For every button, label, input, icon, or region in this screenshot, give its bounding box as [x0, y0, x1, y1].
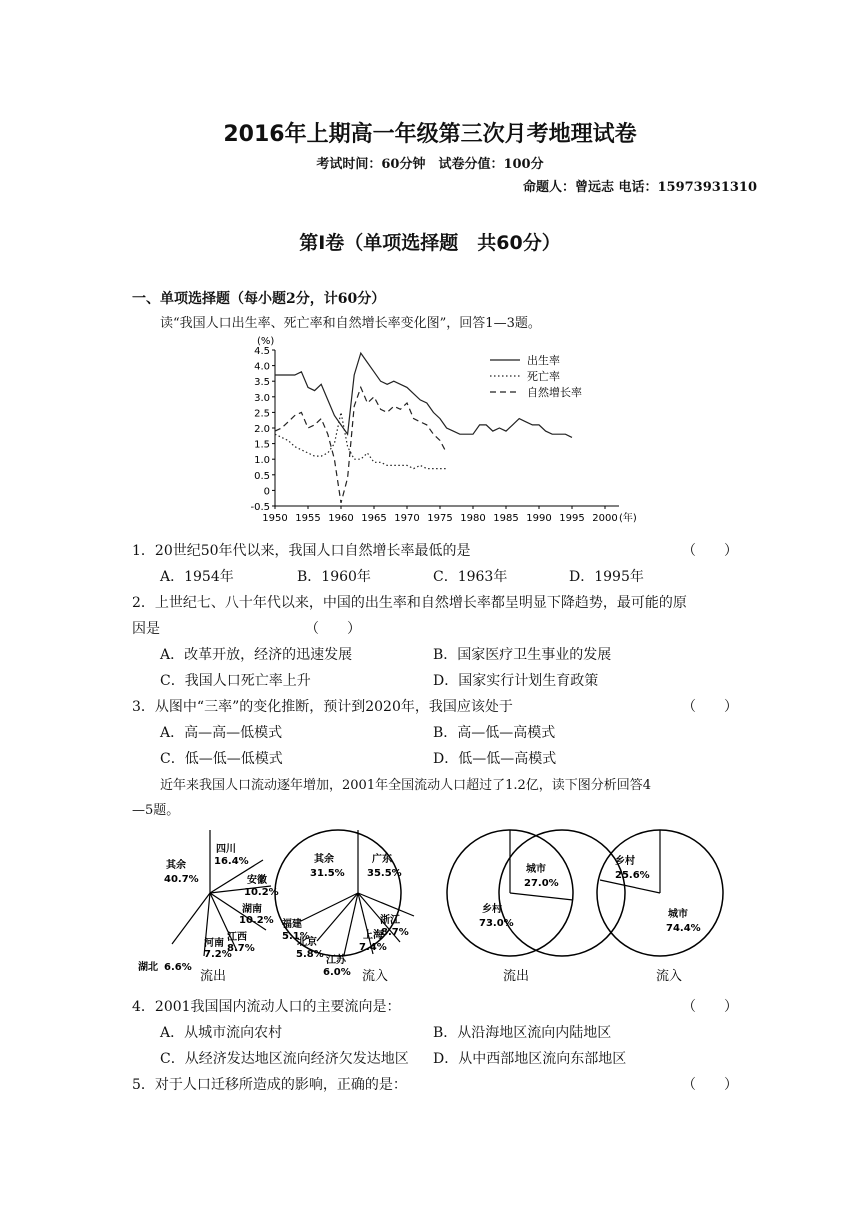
y-tick-label: 3.5 [254, 377, 270, 389]
q2-stem: 2．上世纪七、八十年代以来，中国的出生率和自然增长率都呈明显下降趋势，最可能的原 [132, 595, 687, 611]
pie1-label-henan: 河南 [204, 938, 224, 949]
q2-answer-blank[interactable]: （ ） [305, 621, 361, 637]
pie2-value-guangdong: 35.5% [367, 868, 402, 879]
pie2-value-shanghai: 7.4% [359, 942, 387, 953]
pie1-value-hunan: 10.2% [239, 915, 274, 926]
pie1-label-hubei: 湖北 [138, 962, 158, 973]
y-axis-unit: (%) [257, 336, 275, 347]
legend-label-death: 死亡率 [527, 370, 560, 383]
volume-title: 第Ⅰ卷（单项选择题 共60分） [299, 232, 561, 254]
q2-option-d[interactable]: D．国家实行计划生育政策 [433, 673, 599, 689]
legend-label-birth: 出生率 [527, 354, 560, 367]
q3-stem: 3．从图中“三率”的变化推断，预计到2020年，我国应该处于 [132, 699, 513, 715]
pie4-label-city: 城市 [668, 909, 688, 920]
pie1-caption: 流出 [200, 969, 227, 984]
section-intro: 读“我国人口出生率、死亡率和自然增长率变化图”，回答1—3题。 [160, 316, 541, 331]
x-tick-label: 1985 [493, 513, 519, 524]
pie3-label-city: 城市 [526, 864, 546, 875]
pie1-label-other: 其余 [166, 860, 186, 871]
pie1-label-jiangxi: 江西 [227, 932, 247, 943]
q3-option-c[interactable]: C．低—低—低模式 [160, 751, 283, 767]
x-tick-label: 1960 [328, 513, 354, 524]
pie2-value-fujian: 5.1% [282, 931, 310, 942]
y-tick-label: 1.0 [254, 455, 270, 467]
pie2-caption: 流入 [362, 969, 389, 984]
pie1-value-henan: 7.2% [204, 949, 232, 960]
pie4-label-village: 乡村 [615, 856, 635, 867]
exam-meta: 考试时间：60分钟 试卷分值：100分 [316, 157, 544, 172]
pie1-label-hunan: 湖南 [242, 904, 262, 915]
q3-answer-blank[interactable]: （ ） [682, 699, 738, 715]
pie2-label-zhejiang: 浙江 [380, 915, 400, 926]
q45-intro: 近年来我国人口流动逐年增加，2001年全国流动人口超过了1.2亿，读下图分析回答4 [160, 778, 652, 793]
y-tick-label: 2.5 [254, 408, 270, 420]
pie-inflow-provinces [301, 830, 625, 956]
pie2-value-zhejiang: 8.7% [381, 927, 409, 938]
y-tick-label: -0.5 [250, 502, 270, 513]
q4-option-a[interactable]: A．从城市流向农村 [160, 1025, 283, 1041]
chart-legend [490, 353, 582, 399]
x-tick-label: 1995 [559, 513, 585, 524]
pie1-label-sichuan: 四川 [216, 844, 236, 855]
pie-outflow-urban-rural [447, 830, 573, 956]
chart-axes [250, 336, 636, 524]
y-tick-label: 0.5 [254, 470, 270, 482]
series-line-1 [275, 412, 447, 468]
q1-option-d[interactable]: D．1995年 [569, 569, 644, 585]
q4-option-d[interactable]: D．从中西部地区流向东部地区 [433, 1051, 627, 1067]
pie1-label-anhui: 安徽 [247, 875, 267, 886]
q3-option-b[interactable]: B．高—低—高模式 [433, 725, 556, 741]
pie1-value-jiangxi: 8.7% [227, 943, 255, 954]
q1-answer-blank[interactable]: （ ） [682, 543, 738, 559]
q5-answer-blank[interactable]: （ ） [682, 1077, 738, 1093]
pie3-caption: 流出 [503, 969, 530, 984]
pie2-value-beijing: 5.8% [296, 949, 324, 960]
pie2-value-other: 31.5% [310, 868, 345, 879]
q3-option-d[interactable]: D．低—低—高模式 [433, 751, 557, 767]
y-tick-label: 4.5 [254, 346, 270, 357]
y-tick-label: 3.0 [254, 392, 270, 404]
x-tick-label: 1990 [526, 513, 552, 524]
x-tick-label: 1955 [295, 513, 321, 524]
pie2-label-shanghai: 上海 [363, 930, 383, 941]
q45-intro-cont: —5题。 [132, 803, 180, 818]
series-line-2 [275, 387, 447, 503]
pie2-label-guangdong: 广东 [372, 854, 392, 865]
q4-answer-blank[interactable]: （ ） [682, 999, 738, 1015]
q1-option-c[interactable]: C．1963年 [433, 569, 508, 585]
pie2-label-beijing: 北京 [297, 937, 317, 948]
q2-option-b[interactable]: B．国家医疗卫生事业的发展 [433, 647, 612, 663]
q3-option-a[interactable]: A．高—高—低模式 [160, 725, 283, 741]
pie4-value-village: 25.6% [615, 870, 650, 881]
y-tick-label: 2.0 [254, 424, 270, 435]
y-tick-label: 4.0 [254, 361, 270, 373]
x-tick-label: 1950 [262, 513, 288, 524]
x-tick-label: 2000 [592, 513, 618, 524]
pie2-label-jiangsu: 江苏 [326, 955, 346, 966]
exam-author: 命题人：曾远志 电话：15973931310 [522, 180, 757, 195]
x-tick-label: 1965 [361, 513, 387, 524]
x-tick-label: 1980 [460, 513, 486, 524]
q1-option-b[interactable]: B．1960年 [297, 569, 371, 585]
pie2-label-fujian: 福建 [282, 919, 302, 930]
x-tick-label: 1975 [427, 513, 453, 524]
pie4-value-city: 74.4% [666, 923, 701, 934]
pie1-value-other: 40.7% [164, 874, 199, 885]
q2-stem-cont: 因是 [132, 621, 160, 637]
q5-stem: 5．对于人口迁移所造成的影响，正确的是： [132, 1077, 407, 1093]
pie3-value-city: 27.0% [524, 878, 559, 889]
pie2-label-other: 其余 [314, 854, 334, 865]
population-rate-chart [225, 332, 655, 532]
q4-option-c[interactable]: C．从经济发达地区流向经济欠发达地区 [160, 1051, 409, 1067]
q4-option-b[interactable]: B．从沿海地区流向内陆地区 [433, 1025, 612, 1041]
pie1-value-sichuan: 16.4% [214, 856, 249, 867]
pie1-value-anhui: 10.2% [244, 887, 279, 898]
x-tick-label: 1970 [394, 513, 420, 524]
pie3-value-village: 73.0% [479, 918, 514, 929]
pie1-value-hubei: 6.6% [164, 962, 192, 973]
migration-pie-charts [130, 820, 740, 990]
q1-stem: 1．20世纪50年代以来，我国人口自然增长率最低的是 [132, 543, 471, 559]
q2-option-c[interactable]: C．我国人口死亡率上升 [160, 673, 311, 689]
y-tick-label: 1.5 [254, 439, 270, 451]
section-heading: 一、单项选择题（每小题2分，计60分） [132, 291, 386, 307]
q1-option-a[interactable]: A．1954年 [160, 569, 234, 585]
exam-title: 2016年上期高一年级第三次月考地理试卷 [223, 122, 637, 147]
q4-stem: 4．2001我国国内流动人口的主要流向是： [132, 999, 401, 1015]
pie2-value-jiangsu: 6.0% [323, 967, 351, 978]
pie4-caption: 流入 [656, 969, 683, 984]
q2-option-a[interactable]: A．改革开放，经济的迅速发展 [160, 647, 353, 663]
legend-label-natural: 自然增长率 [527, 386, 582, 399]
x-axis-unit: (年) [619, 513, 637, 524]
y-tick-label: 0 [263, 486, 270, 498]
pie3-label-village: 乡村 [482, 904, 502, 915]
pie-inflow-urban-rural [597, 830, 723, 956]
